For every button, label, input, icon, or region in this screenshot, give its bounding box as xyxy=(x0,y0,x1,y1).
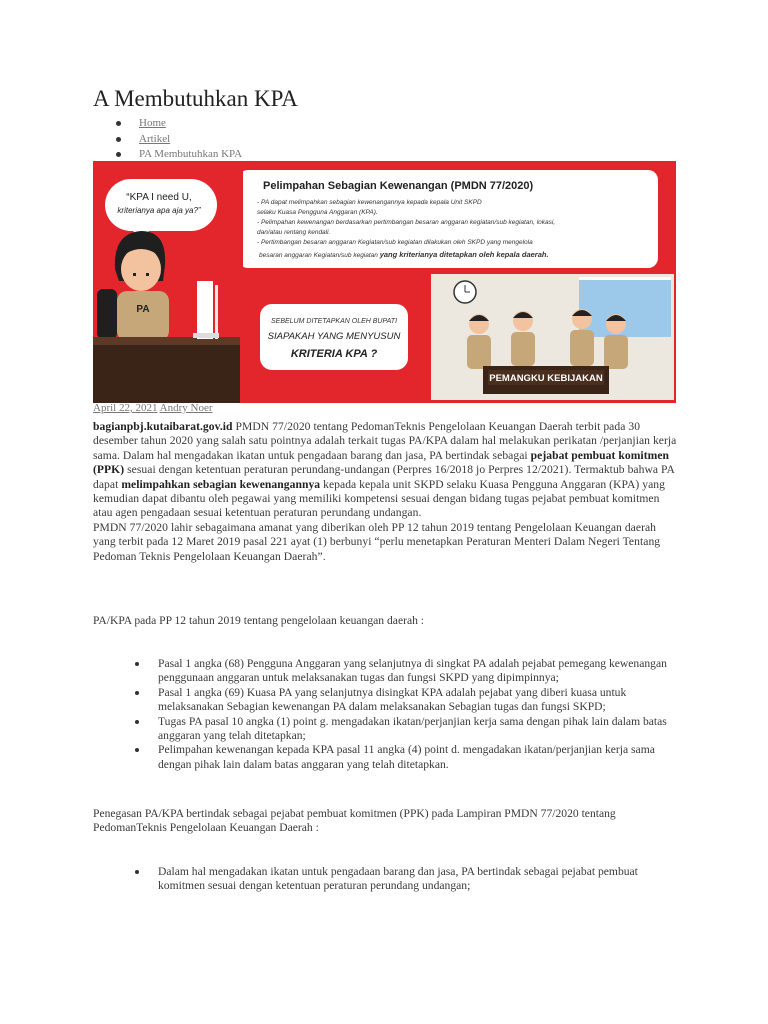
info-line-3: - Pelimpahan kewenangan berdasarkan pertimbangan besaran anggaran kegiatan/sub kegiatan, lokasi, xyxy=(257,219,556,226)
article-body xyxy=(93,420,678,564)
bullet-icon xyxy=(116,121,121,126)
desk-label: PEMANGKU KEBIJAKAN xyxy=(489,373,603,384)
breadcrumb-item-home xyxy=(116,116,242,132)
featured-illustration xyxy=(93,161,676,403)
info-line-4: dan/atau rentang kendali. xyxy=(257,229,331,236)
paragraph-intro xyxy=(93,420,678,521)
bubble-line-1: “KPA I need U, xyxy=(126,192,192,203)
question-box xyxy=(260,304,408,370)
site-name: bagianpbj.kutaibarat.gov.id xyxy=(93,420,233,433)
list-item xyxy=(93,743,678,772)
list-item xyxy=(93,657,678,686)
bullet-icon xyxy=(135,662,139,666)
list-item-text: Pelimpahan kewenangan kepada KPA pasal 11 angka (4) point d. mengadakan ikatan/perjanjian kerja sama dengan pihak lain dalam batas anggaran yang telah ditetapkan. xyxy=(158,743,655,771)
breadcrumb-current: PA Membutuhkan KPA xyxy=(139,148,243,160)
info-line-1: - PA dapat melimpahkan sebagian kewenangannya kepada kepala Unit SKPD xyxy=(257,199,482,206)
featured-image xyxy=(93,161,676,403)
pp12-list xyxy=(93,657,678,772)
list-item xyxy=(93,865,678,894)
bullet-icon xyxy=(135,870,139,874)
list-item-text: Pasal 1 angka (69) Kuasa PA yang selanjutnya disingkat KPA adalah pejabat yang diberi kuasa untuk melaksanakan Sebagian kewenangan PA dalam melaksanakan Sebagian tugas dan fungsi SKPD; xyxy=(158,685,627,714)
info-line-5: - Pertimbangan besaran anggaran Kegiatan/sub kegiatan dilakukan oleh SKPD yang mengelola xyxy=(257,239,533,246)
bullet-icon xyxy=(116,137,121,142)
pmdn-list xyxy=(93,865,678,894)
question-line-3: KRITERIA KPA ? xyxy=(290,348,378,360)
intro-text-2: sesuai dengan ketentuan peraturan perundang-undangan (Perpres 16/2018 jo Perpres 12/2021). Termaktub bahwa PA dapat xyxy=(93,463,675,491)
bubble-line-2: kriterianya apa aja ya?” xyxy=(117,206,201,215)
post-author-link[interactable]: Andry Noer xyxy=(159,402,213,414)
info-box-title: Pelimpahan Sebagian Kewenangan (PMDN 77/2020) xyxy=(263,180,534,192)
page-title: A Membutuhkan KPA xyxy=(93,86,298,111)
paragraph-pp12: PA/KPA pada PP 12 tahun 2019 tentang pengelolaan keuangan daerah : xyxy=(93,614,425,627)
list-item xyxy=(93,715,678,744)
paragraph-affirmation: Penegasan PA/KPA bertindak sebagai pejabat pembuat komitmen (PPK) pada Lampiran PMDN 77/2020 tentang PedomanTeknis Pengelolaan Keuangan Daerah : xyxy=(93,807,616,835)
pa-character-illustration xyxy=(97,231,169,341)
post-date-link[interactable]: April 22, 2021 xyxy=(93,402,158,414)
info-box xyxy=(238,170,658,268)
intro-text-3: kepada kepala unit SKPD selaku Kuasa Pengguna Anggaran (KPA) yang kemudian dapat dibantu oleh pegawai yang memiliki kompetensi sesuai dengan bidang tugas pejabat pembuat komitmen atau agen pengadaan sesuai ketentuan peraturan perundang undangan. xyxy=(93,477,665,520)
breadcrumb-item-artikel xyxy=(116,132,242,148)
speech-bubble xyxy=(105,179,217,245)
paragraph-pmdn: PMDN 77/2020 lahir sebagaimana amanat yang diberikan oleh PP 12 tahun 2019 tentang Pengelolaan Keuangan daerah yang terbit pada 12 Maret 2019 pasal 221 ayat (1) berbunyi “perlu menetapkan Peraturan Menteri Dalam Negeri Tentang Pedoman Teknis Pengelolaan Keuangan Daerah”. xyxy=(93,520,661,563)
post-meta xyxy=(93,402,213,414)
bullet-icon xyxy=(135,720,139,724)
list-item-text: Tugas PA pasal 10 angka (1) point g. mengadakan ikatan/perjanjian kerja sama dengan pihak lain dalam batas anggaran yang telah ditetapkan; xyxy=(158,714,667,743)
question-line-2: SIAPAKAH YANG MENYUSUN xyxy=(267,331,401,342)
bullet-icon xyxy=(116,152,121,157)
question-line-1: SEBELUM DITETAPKAN OLEH BUPATI xyxy=(270,318,398,325)
breadcrumb-link-artikel[interactable]: Artikel xyxy=(139,132,171,145)
pa-label: PA xyxy=(136,304,150,315)
info-line-2: selaku Kuasa Pengguna Anggaran (KPA). xyxy=(257,209,378,216)
list-item-text: Pasal 1 angka (68) Pengguna Anggaran yang selanjutnya di singkat PA adalah pejabat pemegang kewenangan penggunaan anggaran untuk melaksanakan tugas dan fungsi SKPD yang dipimpinnya; xyxy=(158,657,667,685)
intro-text-1: PMDN 77/2020 tentang PedomanTeknis Pengelolaan Keuangan Daerah terbit pada 30 desember tahun 2020 yang salah satu pointnya adalah terkait tugas PA/KPA dalam hal melakukan perikatan /perjanjian kerja sama. Dalam hal mengadakan ikatan untuk pengadaan barang dan jasa, PA bertindak sebagai xyxy=(93,420,677,462)
breadcrumb xyxy=(116,116,242,163)
bullet-icon xyxy=(135,691,139,695)
list-item xyxy=(93,686,678,715)
intro-bold-delegation: melimpahkan sebagian kewenangannya xyxy=(121,477,321,491)
bullet-icon xyxy=(135,748,139,752)
intro-bold-ppk: pejabat pembuat komitmen (PPK) xyxy=(93,448,670,477)
info-line-6: besaran anggaran Kegiatan/sub kegiatan yang kriterianya ditetapkan oleh kepala daerah. xyxy=(259,250,549,259)
list-item-text: Dalam hal mengadakan ikatan untuk pengadaan barang dan jasa, PA bertindak sebagai pejabat pembuat komitmen sesuai dengan ketentuan peraturan perundang undangan; xyxy=(158,865,638,893)
breadcrumb-link-home[interactable]: Home xyxy=(139,117,166,129)
meeting-room-illustration xyxy=(431,274,674,400)
